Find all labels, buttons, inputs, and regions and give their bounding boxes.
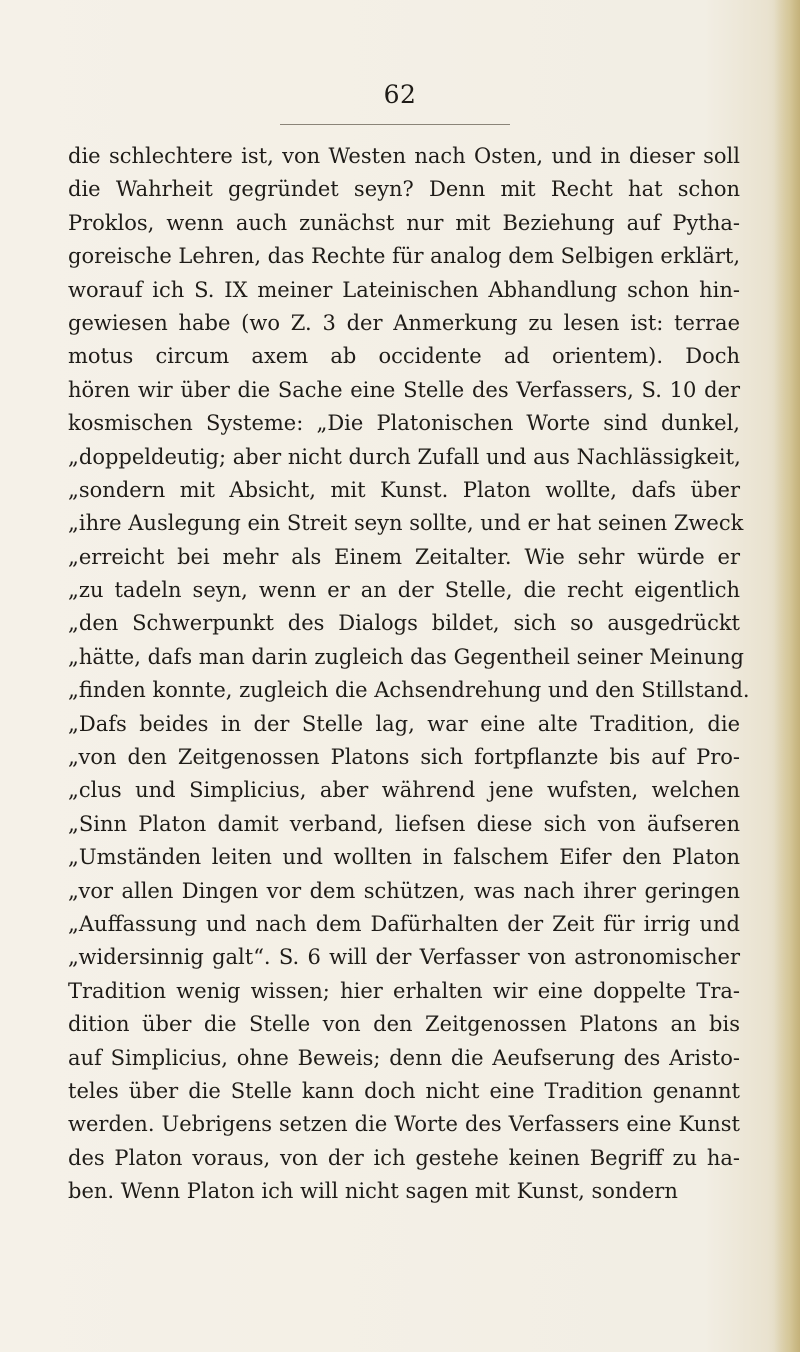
text-line: „Auffassung und nach dem Dafürhalten der Zeit für irrig und	[68, 911, 740, 936]
text-line: „sondern mit Absicht, mit Kunst. Platon wollte, dafs über	[68, 477, 740, 502]
header-rule	[280, 124, 510, 125]
text-line: „von den Zeitgenossen Platons sich fortpflanzte bis auf Pro-	[68, 745, 740, 770]
text-line: worauf ich S. IX meiner Lateinischen Abhandlung schon hin-	[68, 277, 740, 302]
text-line: „Dafs beides in der Stelle lag, war eine alte Tradition, die	[68, 711, 740, 736]
text-line: teles über die Stelle kann doch nicht eine Tradition genannt	[68, 1078, 740, 1103]
text-line: hören wir über die Sache eine Stelle des Verfassers, S. 10 der	[68, 377, 740, 402]
text-line: auf Simplicius, ohne Beweis; denn die Aeufserung des Aristo-	[68, 1045, 740, 1070]
page-number: 62	[383, 80, 417, 109]
text-line: kosmischen Systeme: „Die Platonischen Worte sind dunkel,	[68, 411, 740, 436]
body-text	[68, 140, 750, 1209]
text-line: Proklos, wenn auch zunächst nur mit Beziehung auf Pytha-	[68, 210, 740, 235]
text-line: „ihre Auslegung ein Streit seyn sollte, und er hat seinen Zweck	[68, 511, 744, 536]
text-line: „den Schwerpunkt des Dialogs bildet, sich so ausgedrückt	[68, 611, 740, 636]
text-line: „erreicht bei mehr als Einem Zeitalter. Wie sehr würde er	[68, 544, 740, 569]
text-line: ben. Wenn Platon ich will nicht sagen mit Kunst, sondern	[68, 1179, 678, 1204]
text-line: gewiesen habe (wo Z. 3 der Anmerkung zu lesen ist: terrae	[68, 310, 740, 335]
text-line: des Platon voraus, von der ich gestehe keinen Begriff zu ha-	[68, 1145, 740, 1170]
text-line: dition über die Stelle von den Zeitgenossen Platons an bis	[68, 1012, 740, 1037]
text-line: die schlechtere ist, von Westen nach Osten, und in dieser soll	[68, 144, 740, 168]
text-line: „widersinnig galt“. S. 6 will der Verfasser von astronomischer	[68, 945, 740, 970]
page-edge-shadow	[774, 0, 800, 1352]
text-line: goreische Lehren, das Rechte für analog dem Selbigen erklärt,	[68, 244, 741, 269]
text-line: „vor allen Dingen vor dem schützen, was nach ihrer geringen	[68, 878, 740, 903]
text-line: „Sinn Platon damit verband, liefsen diese sich von äufseren	[68, 811, 740, 836]
text-line: werden. Uebrigens setzen die Worte des Verfassers eine Kunst	[68, 1112, 740, 1137]
text-line: „clus und Simplicius, aber während jene wufsten, welchen	[68, 778, 740, 803]
text-line: „zu tadeln seyn, wenn er an der Stelle, die recht eigentlich	[68, 578, 740, 603]
text-line: „finden konnte, zugleich die Achsendrehung und den Stillstand.	[68, 678, 750, 703]
text-line: motus circum axem ab occidente ad orientem). Doch	[68, 344, 740, 369]
text-line: die Wahrheit gegründet seyn? Denn mit Recht hat schon	[68, 177, 740, 202]
text-line: „Umständen leiten und wollten in falschem Eifer den Platon	[68, 845, 740, 870]
text-line: „doppeldeutig; aber nicht durch Zufall und aus Nachlässigkeit,	[68, 444, 741, 469]
text-line: „hätte, dafs man darin zugleich das Gegentheil seiner Meinung	[68, 644, 744, 669]
text-line: Tradition wenig wissen; hier erhalten wir eine doppelte Tra-	[68, 978, 740, 1003]
